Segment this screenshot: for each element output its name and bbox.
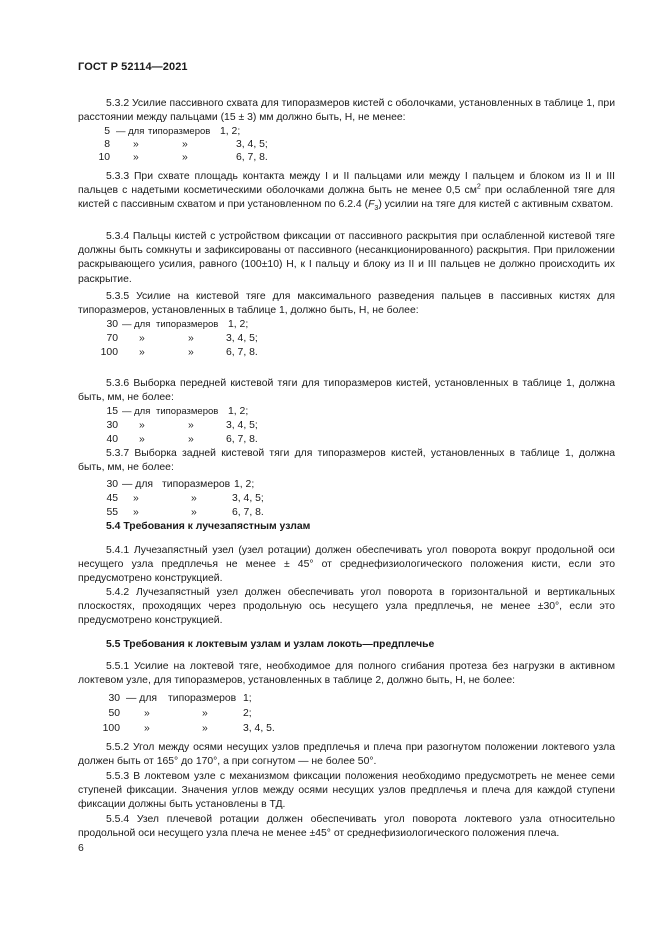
row-dash: — для [116,126,145,137]
paragraph-5-5-3: 5.5.3 В локтевом узле с механизмом фиксации положения необходимо предусмотреть не менее семи ступеней фиксации. Значения углов между осями несущих узлов предплечья и плеча для каждой ступени фиксации должны быть установлены в ТД. [78,771,615,811]
paragraph-5-4-1: 5.4.1 Лучезапястный узел (узел ротации) должен обеспечивать угол поворота вокруг продольной оси несущего узла предплечья не менее ± 45° от среднефизиологического положения кисти, если это предусмотрено конструкцией. [78,545,615,585]
row-word: » [188,333,194,344]
row-dash: » [133,493,139,504]
variable-f: F [368,199,375,211]
row-value: 50 [108,708,120,719]
row-sizes: 3, 4, 5; [236,139,268,150]
document-header: ГОСТ Р 52114—2021 [78,61,188,73]
row-dash: » [139,420,145,431]
row-value: 30 [106,420,118,431]
row-word: » [182,152,188,163]
row-word: » [202,723,208,734]
row-dash: — для [122,406,151,417]
row-dash: » [133,152,139,163]
row-value: 5 [104,126,110,137]
paragraph-text: при ослабленной тяге для кистей с пассивным схватом и при установленном по 6.2.4 ( [78,185,615,211]
paragraph-5-3-2: 5.3.2 Усилие пассивного схвата для типоразмеров кистей с оболочками, установленных в таблице 1, при расстоянии между пальцами (15 ± 3) мм должно быть, Н, не менее: [78,98,615,124]
row-sizes: 6, 7, 8. [232,507,264,518]
row-dash: » [139,333,145,344]
row-sizes: 3, 4, 5; [232,493,264,504]
row-value: 100 [102,723,120,734]
paragraph-5-3-5: 5.3.5 Усилие на кистевой тяге для максимального разведения пальцев в пассивных кистях для типоразмеров, установленных в таблице 1, должно быть, Н, не более: [78,291,615,317]
paragraph-text: 5.3.3 При схвате площадь контакта между I и II пальцами или между I пальцем и блоком из II и III пальцев с надетыми косметическими оболочками должна быть не менее 0,5 см [78,171,615,197]
row-value: 40 [106,434,118,445]
paragraph-5-5-2: 5.5.2 Угол между осями несущих узлов предплечья и плеча при разогнутом положении локтевого узла должен быть от 165° до 170°, а при согнутом — не более 50°. [78,742,615,768]
row-sizes: 2; [243,708,252,719]
paragraph-5-5-4: 5.5.4 Узел плечевой ротации должен обеспечивать угол поворота локтевого узла относительно продольной оси несущего узла плеча не менее ±45° от среднефизиологического положения плеча. [78,814,615,840]
section-heading-5-5: 5.5 Требования к локтевым узлам и узлам локоть—предплечье [106,639,435,650]
row-word: » [188,347,194,358]
row-dash: » [144,708,150,719]
row-word: типоразмеров [162,479,231,490]
row-word: » [188,420,194,431]
paragraph-5-3-3 [78,170,615,213]
row-sizes: 6, 7, 8. [236,152,268,163]
row-dash: » [139,434,145,445]
row-dash: — для [122,319,151,330]
row-dash: — для [126,693,158,704]
row-sizes: 1; [243,693,252,704]
row-sizes: 1, 2; [228,406,249,417]
row-value: 30 [106,319,118,330]
row-sizes: 1, 2; [234,479,255,490]
row-sizes: 1, 2; [228,319,249,330]
row-value: 10 [98,152,110,163]
row-word: типоразмеров [168,693,237,704]
row-value: 70 [106,333,118,344]
row-value: 8 [104,139,110,150]
row-word: типоразмеров [148,126,211,137]
row-word: типоразмеров [156,406,219,417]
section-heading-5-4: 5.4 Требования к лучезапястным узлам [106,521,311,532]
row-value: 45 [106,493,118,504]
paragraph-5-4-2: 5.4.2 Лучезапястный узел должен обеспечивать угол поворота в горизонтальной и вертикальных плоскостях, проходящих через продольную ось несущего узла предплечья, не менее ±30°, если это предусмотрено конструкцией. [78,587,615,627]
row-word: » [191,493,197,504]
row-value: 55 [106,507,118,518]
superscript: 2 [476,183,481,191]
row-dash: » [144,723,150,734]
row-word: » [188,434,194,445]
paragraph-5-5-1: 5.5.1 Усилие на локтевой тяге, необходимое для полного сгибания протеза без нагрузки в активном локтевом узле, для типоразмеров, установленных в таблице 2, должно быть, Н, не более: [78,661,615,687]
row-value: 30 [108,693,120,704]
row-word: типоразмеров [156,319,219,330]
row-word: » [182,139,188,150]
row-dash: — для [122,479,154,490]
paragraph-text: ) усилии на тяге для кистей с активным схватом. [378,199,614,211]
row-sizes: 3, 4, 5; [226,333,258,344]
row-dash: » [133,139,139,150]
paragraph-5-3-6: 5.3.6 Выборка передней кистевой тяги для типоразмеров кистей, установленных в таблице 1, должна быть, мм, не более: [78,378,615,404]
paragraph-5-3-4: 5.3.4 Пальцы кистей с устройством фиксации от пассивного раскрытия при ослабленной кистевой тяге должны быть сомкнуты и зафиксированы от пассивного (несанкционированного) раскрытия. При приложении раскрывающего усилия, равного (100±10) Н, к I пальцу и блоку из II и III пальцев не должно происходить их раскрытие. [78,231,615,285]
row-sizes: 6, 7, 8. [226,347,258,358]
row-word: » [202,708,208,719]
row-value: 30 [106,479,118,490]
row-sizes: 6, 7, 8. [226,434,258,445]
paragraph-5-3-7: 5.3.7 Выборка задней кистевой тяги для типоразмеров кистей, установленных в таблице 1, должна быть, мм, не более: [78,448,615,474]
row-sizes: 3, 4, 5. [243,723,275,734]
row-dash: » [139,347,145,358]
row-dash: » [133,507,139,518]
subscript: 3 [374,205,379,213]
row-sizes: 3, 4, 5; [226,420,258,431]
page-number: 6 [78,843,84,854]
row-value: 100 [100,347,118,358]
row-sizes: 1, 2; [220,126,241,137]
row-word: » [191,507,197,518]
row-value: 15 [106,406,118,417]
